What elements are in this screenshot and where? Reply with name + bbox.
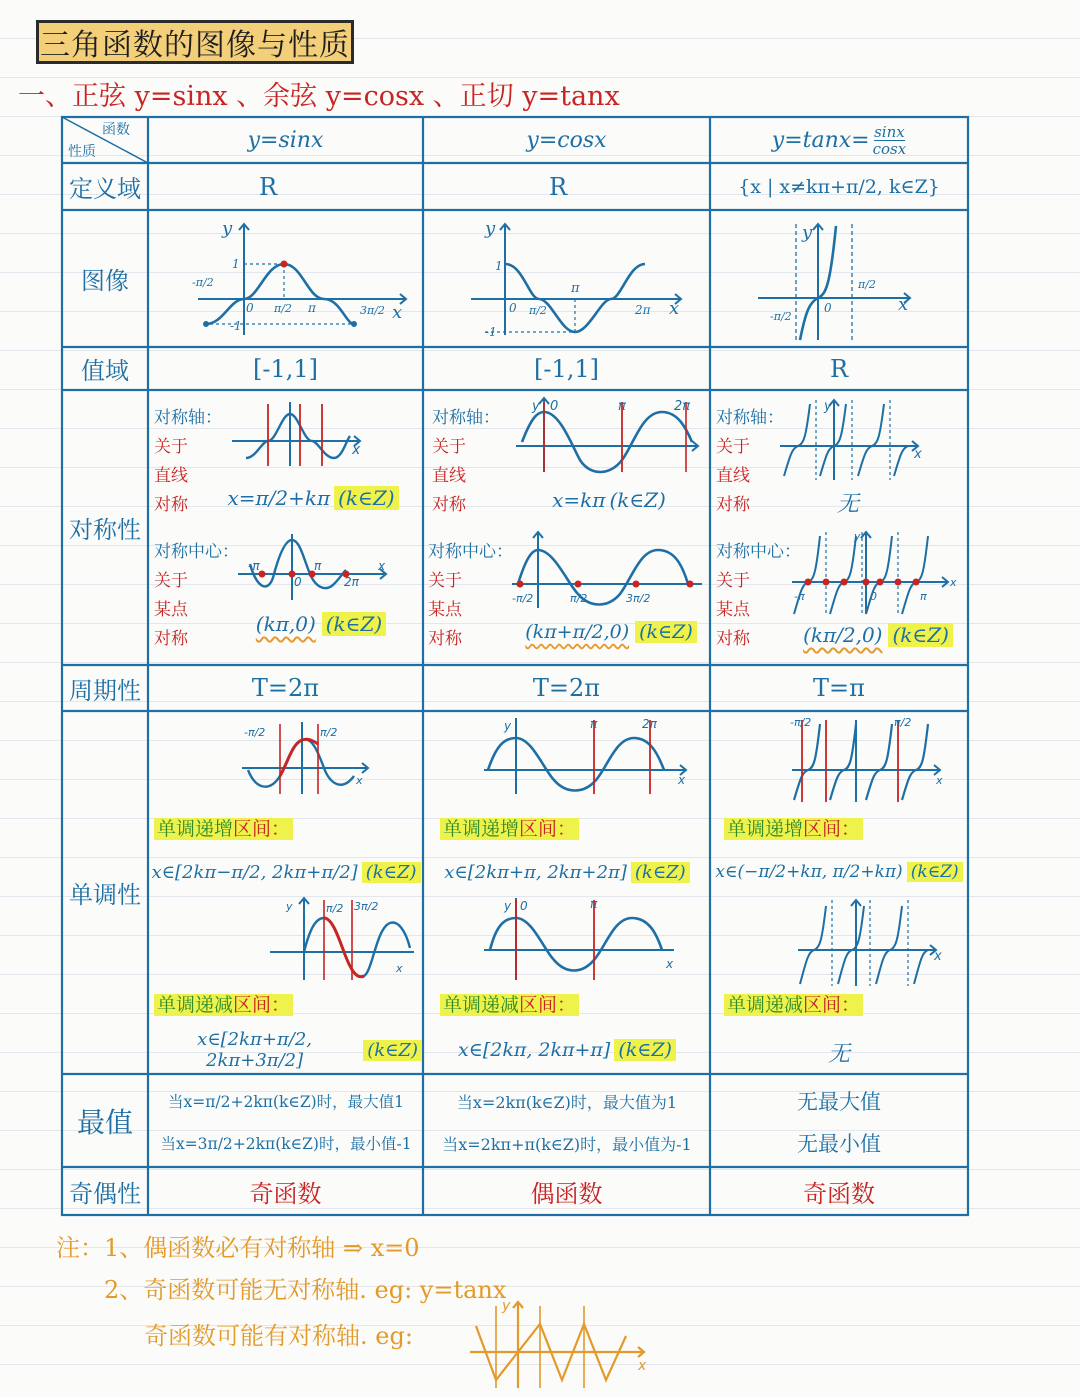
tan-axis-graph-x: x	[914, 447, 922, 462]
sin-axis-line: 直线	[154, 466, 188, 486]
tan-dec-title-text: 单调递减区间：	[724, 994, 863, 1016]
sin-graph-half-pi: π/2	[274, 302, 292, 315]
tan-center-k: (k∈Z)	[888, 623, 952, 647]
tan-dec-graph	[796, 896, 946, 988]
sin-center-two-pi: 2π	[344, 575, 359, 589]
row-label-parity: 奇偶性	[69, 1179, 141, 1208]
cos-center-side-label	[428, 538, 513, 654]
header-tan-den: cosx	[872, 139, 907, 158]
sin-graph-neg-one: -1	[230, 319, 242, 333]
row-label-symmetry: 对称性	[69, 516, 141, 544]
tan-center-neg-pi: -π	[794, 590, 805, 603]
sin-dec-half-pi: π/2	[326, 902, 344, 915]
sin-axis-side-label	[154, 404, 222, 520]
range-sin: [-1,1]	[252, 354, 318, 383]
parity-tan: 奇函数	[803, 1179, 875, 1208]
domain-cos: R	[548, 172, 568, 201]
tan-axis-head: 对称轴：	[716, 408, 784, 428]
cos-axis-formula	[534, 482, 684, 518]
cos-dec-pi: π	[590, 897, 598, 911]
sin-center-about: 关于	[154, 571, 188, 591]
cos-max: 当x=2kπ(k∈Z)时，最大值为1	[456, 1092, 678, 1112]
sin-center-neg-pi: -π	[248, 559, 260, 573]
cos-inc-pi: π	[590, 717, 598, 731]
graph-cos	[423, 210, 710, 347]
sin-center-x: x	[378, 559, 386, 573]
cos-inc-two-pi: 2π	[642, 717, 657, 731]
tan-graph-x: x	[898, 294, 909, 315]
sin-axis-formula	[228, 480, 398, 516]
cos-center-sym: 对称	[428, 629, 462, 649]
note-3: 奇函数可能有对称轴. eg:	[144, 1322, 413, 1350]
cos-min: 当x=2kπ+π(k∈Z)时，最小值为-1	[442, 1134, 692, 1154]
tan-inc-x: x	[936, 774, 943, 787]
cos-dec-formula	[426, 1030, 708, 1070]
header-sin: y=sinx	[247, 127, 324, 153]
note-example-graph	[466, 1296, 656, 1392]
cos-inc-graph	[480, 714, 690, 796]
tan-graph-o: 0	[824, 301, 832, 315]
sin-inc-eq: x∈[2kπ−π/2, 2kπ+π/2]	[151, 861, 358, 883]
cos-axis-graph-y: y	[532, 399, 540, 414]
cos-axis-sym: 对称	[432, 495, 466, 515]
sin-center-graph	[234, 530, 394, 602]
graph-tan	[710, 210, 968, 347]
sin-dec-y: y	[286, 900, 293, 913]
sin-inc-title	[154, 814, 293, 841]
tan-max: 无最大值	[797, 1090, 881, 1114]
sin-axis-graph-x: x	[352, 442, 361, 458]
cos-dec-k: (k∈Z)	[614, 1039, 676, 1061]
cos-center-k: (k∈Z)	[635, 621, 697, 643]
page-title: 三角函数的图像与性质	[36, 20, 354, 64]
range-tan: R	[829, 354, 849, 383]
cos-inc-x: x	[678, 773, 686, 787]
sin-center-point: 某点	[154, 600, 188, 620]
cos-graph-pi: π	[571, 281, 580, 296]
row-label-extrema: 最值	[76, 1105, 133, 1139]
tan-inc-title-text: 单调递增区间：	[724, 818, 863, 840]
header-tan-fraction	[873, 124, 907, 157]
sin-graph-one: 1	[232, 257, 240, 271]
sin-center-pi: π	[314, 559, 322, 573]
row-label-domain: 定义域	[69, 175, 141, 203]
row-label-monotonic: 单调性	[69, 881, 141, 909]
tan-axis-graph-y: y	[824, 399, 832, 414]
sin-dec-three-half-pi: 3π/2	[354, 900, 379, 913]
sin-axis-sym: 对称	[154, 495, 188, 515]
tan-inc-half-pi: π/2	[894, 716, 912, 729]
sin-inc-k: (k∈Z)	[362, 862, 421, 883]
tan-inc-neg-half-pi: -π/2	[790, 716, 812, 729]
sin-axis-about: 关于	[154, 437, 188, 457]
cos-inc-title-text: 单调递增区间：	[440, 818, 579, 840]
sin-axis-k: (k∈Z)	[334, 486, 398, 510]
domain-tan: {x | x≠kπ+π/2, k∈Z}	[738, 175, 940, 198]
tan-graph-half-pi: π/2	[858, 278, 876, 291]
cos-axis-graph-pi: π	[618, 399, 626, 414]
tan-center-pi: π	[920, 590, 927, 603]
cos-dec-x: x	[666, 957, 674, 971]
sin-center-head: 对称中心：	[154, 542, 239, 562]
cos-center-graph	[508, 528, 706, 610]
cos-dec-title-text: 单调递减区间：	[440, 994, 579, 1016]
note-example-x: x	[638, 1358, 647, 1374]
tan-axis-about: 关于	[716, 437, 750, 457]
header-corner-top: 函数	[102, 122, 130, 138]
domain-sin: R	[258, 172, 278, 201]
tan-dec-x: x	[934, 949, 942, 964]
parity-cos: 偶函数	[530, 1179, 603, 1208]
cos-inc-title	[440, 814, 579, 841]
sin-center-formula	[246, 606, 396, 642]
header-cos: y=cosx	[526, 127, 607, 153]
tan-center-point: 某点	[716, 600, 750, 620]
cos-axis-graph-two-pi: 2π	[674, 399, 691, 414]
sin-center-side-label	[154, 538, 239, 654]
sin-inc-title-text: 单调递增区间：	[154, 818, 293, 840]
sin-graph-y: y	[222, 218, 233, 239]
range-cos: [-1,1]	[533, 354, 599, 383]
period-cos: T=2π	[532, 674, 601, 702]
sin-graph-three-half-pi: 3π/2	[360, 304, 385, 317]
cos-center-half-pi: π/2	[570, 592, 588, 605]
cos-dec-graph	[482, 892, 682, 982]
cos-graph-two-pi: 2π	[635, 303, 651, 317]
cos-inc-formula	[426, 852, 708, 892]
sin-inc-neg-half-pi: -π/2	[244, 726, 266, 739]
tan-axis-side-label	[716, 404, 784, 520]
tan-center-formula	[798, 616, 958, 654]
tan-inc-formula	[712, 852, 966, 892]
note-example-y: y	[502, 1298, 511, 1314]
sin-axis-graph	[228, 396, 368, 470]
cos-axis-graph	[514, 394, 704, 474]
cos-graph-neg-one: -1	[485, 325, 497, 339]
cos-graph-x: x	[669, 298, 680, 319]
cos-graph-one: 1	[495, 259, 503, 273]
sin-inc-graph	[238, 716, 388, 796]
cos-graph-y: y	[485, 218, 496, 239]
section-subtitle: 一、正弦 y=sinx 、余弦 y=cosx 、正切 y=tanx	[18, 81, 620, 112]
graph-sin	[148, 210, 423, 347]
sin-dec-title-text: 单调递减区间：	[154, 994, 293, 1016]
note-2: 2、奇函数可能无对称轴. eg: y=tanx	[104, 1276, 507, 1304]
cos-inc-k: (k∈Z)	[631, 862, 690, 883]
cos-axis-k: (k∈Z)	[609, 488, 666, 512]
sin-inc-half-pi: π/2	[320, 726, 338, 739]
cos-dec-eq: x∈[2kπ, 2kπ+π]	[458, 1039, 611, 1061]
tan-center-eq: (kπ/2,0)	[803, 623, 883, 647]
cos-center-head: 对称中心：	[428, 542, 513, 562]
sin-dec-x: x	[396, 962, 403, 975]
sin-center-eq: (kπ,0)	[255, 612, 316, 636]
cos-center-neg-half-pi: -π/2	[512, 592, 534, 605]
tan-center-graph	[790, 528, 960, 616]
cos-axis-about: 关于	[432, 437, 466, 457]
cos-axis-side-label	[432, 404, 500, 520]
tan-center-side-label	[716, 538, 801, 654]
row-label-period: 周期性	[69, 676, 141, 705]
sin-center-sym: 对称	[154, 629, 188, 649]
sin-graph-neg-half-pi: -π/2	[192, 276, 214, 289]
row-label-range: 值域	[81, 357, 129, 385]
cos-dec-y: y	[504, 899, 512, 913]
tan-inc-k: (k∈Z)	[907, 862, 963, 882]
note-1: 注：1、偶函数必有对称轴 ⇒ x=0	[56, 1234, 420, 1262]
parity-sin: 奇函数	[249, 1179, 322, 1208]
sin-inc-x: x	[356, 774, 363, 787]
sin-dec-eq: x∈[2kπ+π/2, 2kπ+3π/2]	[197, 1029, 313, 1071]
cos-inc-eq: x∈[2kπ+π, 2kπ+2π]	[444, 861, 627, 883]
sin-inc-formula	[150, 852, 422, 892]
sin-dec-k: (k∈Z)	[363, 1040, 422, 1061]
sin-graph-x: x	[392, 302, 403, 323]
header-tan	[710, 117, 968, 163]
tan-inc-title	[724, 814, 863, 841]
tan-center-sym: 对称	[716, 629, 750, 649]
cos-center-point: 某点	[428, 600, 462, 620]
tan-center-about: 关于	[716, 571, 750, 591]
tan-graph-neg-half-pi: -π/2	[770, 310, 792, 323]
header-tan-num: sinx	[874, 122, 905, 141]
sin-dec-title	[154, 990, 293, 1017]
sin-graph-o: 0	[246, 301, 254, 315]
sin-axis-head: 对称轴：	[154, 408, 222, 428]
period-tan: T=π	[813, 674, 865, 702]
tan-dec-none: 无	[827, 1041, 850, 1067]
sin-dec-graph	[268, 892, 418, 982]
tan-graph-y: y	[802, 222, 813, 243]
cos-inc-y: y	[504, 719, 512, 733]
cos-axis-head: 对称轴：	[432, 408, 500, 428]
tan-center-y: y	[854, 530, 861, 543]
cos-dec-o: 0	[520, 899, 528, 913]
tan-axis-graph	[778, 396, 928, 482]
header-corner-bottom: 性质	[68, 144, 96, 160]
cos-center-eq: (kπ+π/2,0)	[525, 621, 630, 643]
sin-min: 当x=3π/2+2kπ(k∈Z)时，最小值-1	[160, 1135, 412, 1153]
cos-axis-graph-o: 0	[550, 399, 559, 414]
cos-axis-eq: x=kπ	[552, 488, 606, 512]
cos-graph-half-pi: π/2	[529, 304, 547, 317]
period-sin: T=2π	[251, 674, 320, 702]
tan-axis-sym: 对称	[716, 495, 750, 515]
cos-center-about: 关于	[428, 571, 462, 591]
sin-center-o: 0	[294, 575, 302, 589]
row-label-graph: 图像	[81, 267, 129, 295]
sin-dec-formula	[150, 1030, 422, 1070]
tan-center-x: x	[950, 576, 957, 589]
sin-axis-eq: x=π/2+kπ	[227, 486, 331, 510]
sin-center-k: (k∈Z)	[322, 612, 386, 636]
sin-graph-pi: π	[308, 301, 316, 315]
tan-axis-line: 直线	[716, 466, 750, 486]
tan-center-head: 对称中心：	[716, 542, 801, 562]
cos-graph-o: 0	[509, 301, 517, 315]
tan-axis-none: 无	[836, 491, 859, 517]
cos-center-formula	[518, 612, 704, 652]
cos-dec-title	[440, 990, 579, 1017]
tan-dec-title	[724, 990, 863, 1017]
header-tan-left: y=tanx=	[771, 127, 870, 153]
tan-inc-eq: x∈(−π/2+kπ, π/2+kπ)	[715, 862, 903, 882]
sin-max: 当x=π/2+2kπ(k∈Z)时，最大值1	[167, 1093, 405, 1111]
tan-inc-graph	[790, 714, 950, 804]
tan-min: 无最小值	[797, 1132, 881, 1156]
cos-center-three-half-pi: 3π/2	[626, 592, 651, 605]
tan-center-o: 0	[870, 590, 877, 603]
cos-axis-line: 直线	[432, 466, 466, 486]
